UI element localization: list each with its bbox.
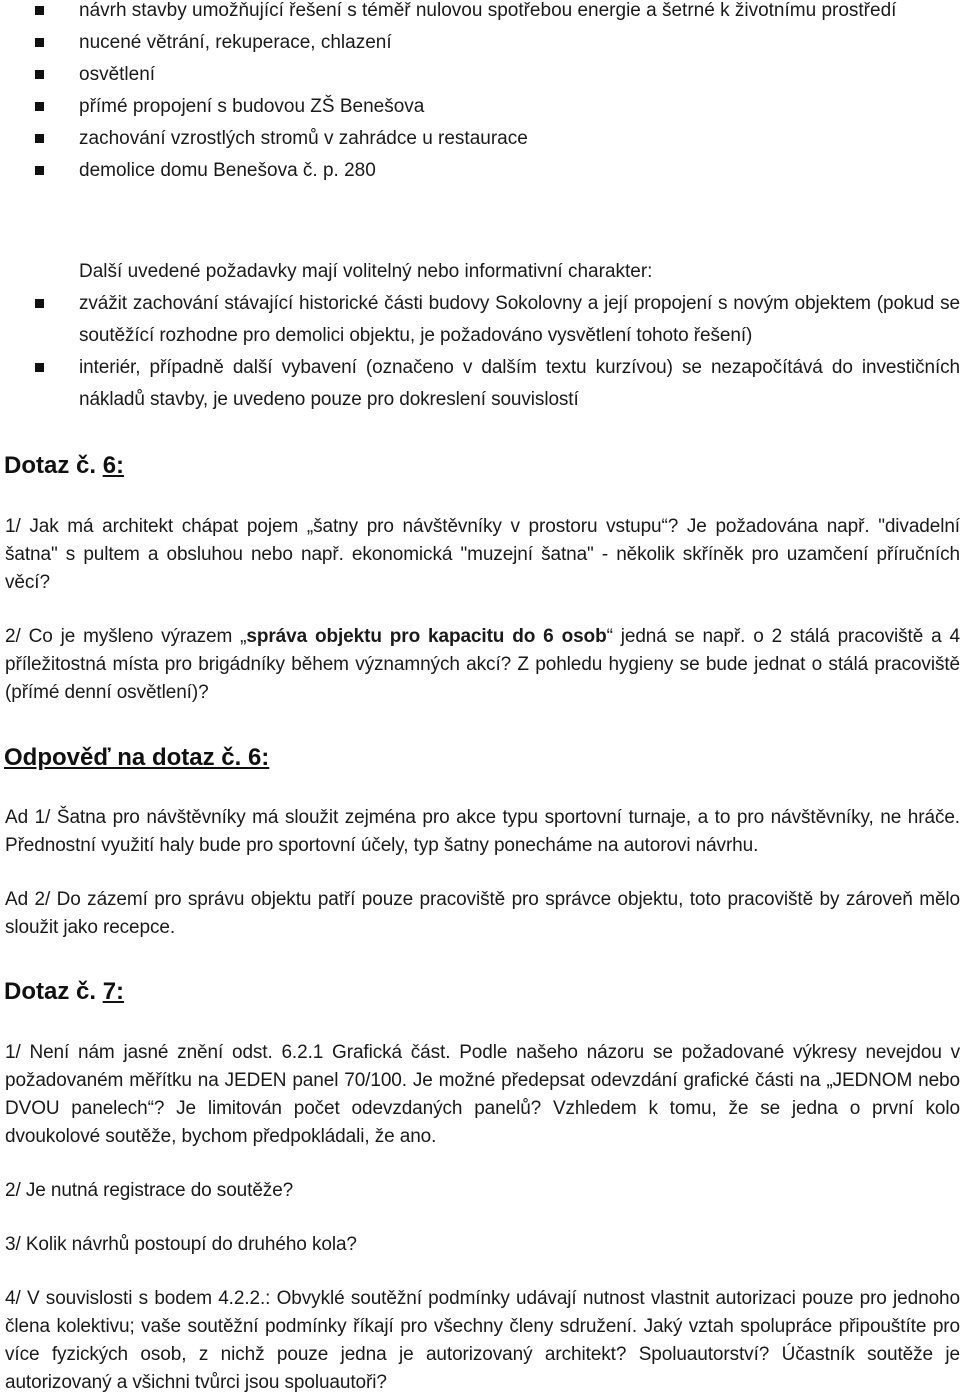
list-item — [0, 123, 960, 155]
question-6-body-2 — [0, 623, 960, 707]
question-bold-term: správa objektu pro kapacitu do 6 osob — [246, 626, 607, 647]
square-bullet-icon — [35, 166, 44, 175]
heading-prefix: Dotaz č. — [4, 978, 97, 1005]
question-7-heading — [0, 976, 960, 1008]
square-bullet-icon — [35, 6, 44, 15]
optional-list — [0, 288, 960, 416]
list-item-text: přímé propojení s budovou ZŠ Benešova — [79, 96, 425, 117]
optional-requirements-section — [0, 256, 960, 416]
question-7-4: 4/ V souvislosti s bodem 4.2.2.: Obvyklé soutěžní podmínky udávají nutnost vlastnit autorizaci pouze pro jednoho člena kolektivu; vaše soutěžní podmínky říkají pro všechny členy sdružení. Jaký vztah spolupráce připouštíte pro více fyzických osob, z nichž pouze jedna je autorizovaný architekt? Spoluautorství? Účastník soutěže je autorizovaný a všichni tvůrci jsou spoluautoři? — [5, 1288, 960, 1393]
question-text: “ jedná se např. o 2 stálá pracoviště a 4 příležitostná místa pro brigádníky během významných akcí? Z pohledu hygieny se bude jednat o stálá pracoviště (přímé denní osvětlení)? — [5, 626, 960, 703]
list-item — [0, 59, 960, 91]
list-item-text: nucené větrání, rekuperace, chlazení — [79, 32, 392, 53]
answer-6-body-2 — [0, 886, 960, 942]
question-7-body — [0, 1039, 960, 1151]
list-item — [0, 288, 960, 352]
square-bullet-icon — [35, 102, 44, 111]
question-6-2 — [0, 623, 960, 707]
answer-6-body — [0, 804, 960, 860]
list-item — [0, 155, 960, 187]
question-6-section — [0, 450, 960, 482]
list-item-text: zachování vzrostlých stromů v zahrádce u restaurace — [79, 128, 528, 149]
heading-number: 6: — [102, 452, 125, 479]
list-item-text: zvážit zachování stávající historické části budovy Sokolovny a její propojení s novým objektem (pokud se soutěžící rozhodne pro demolici objektu, je požadováno vysvětlení tohoto řešení) — [79, 293, 960, 346]
requirements-section — [0, 0, 960, 187]
question-6-1: 1/ Jak má architekt chápat pojem „šatny pro návštěvníky v prostoru vstupu“? Je požadována např. "divadelní šatna" s pultem a obsluhou nebo např. ekonomická "muzejní šatna" - několik skříněk pro uzamčení příručních věcí? — [5, 516, 960, 593]
square-bullet-icon — [35, 134, 44, 143]
square-bullet-icon — [35, 299, 44, 308]
question-7-section — [0, 976, 960, 1008]
answer-6-section — [0, 742, 960, 774]
heading-prefix: Dotaz č. — [4, 452, 97, 479]
question-text: 2/ Co je myšleno výrazem „ — [5, 626, 247, 647]
list-item — [0, 27, 960, 59]
question-7-3: 3/ Kolik návrhů postoupí do druhého kola? — [5, 1234, 357, 1255]
question-7-body-2 — [0, 1177, 960, 1205]
list-item — [0, 0, 960, 27]
list-item — [0, 352, 960, 416]
square-bullet-icon — [35, 38, 44, 47]
answer-6-1: Ad 1/ Šatna pro návštěvníky má sloužit zejména pro akce typu sportovní turnaje, a to pro návštěvníky, ne hráče. Přednostní využití haly bude pro sportovní účely, typ šatny ponecháme na autorovi návrhu. — [5, 807, 960, 856]
question-7-1: 1/ Není nám jasné znění odst. 6.2.1 Grafická část. Podle našeho názoru se požadované výkresy nevejdou v požadovaném měřítku na JEDEN panel 70/100. Je možné předepsat odevzdání grafické části na „JEDNOM nebo DVOU panelech“? Je limitován počet odevzdaných panelů? Vzhledem k tomu, že se jedna o první kolo dvoukolové soutěže, bychom předpokládali, že ano. — [5, 1042, 960, 1147]
list-item — [0, 91, 960, 123]
square-bullet-icon — [35, 363, 44, 372]
answer-6-2: Ad 2/ Do zázemí pro správu objektu patří pouze pracoviště pro správce objektu, toto pracoviště by zároveň mělo sloužit jako recepce. — [5, 889, 960, 938]
answer-6-heading: Odpověď na dotaz č. 6: — [4, 744, 270, 771]
list-item-text: demolice domu Benešova č. p. 280 — [79, 160, 376, 181]
list-item-text: osvětlení — [79, 64, 156, 85]
question-7-body-4 — [0, 1285, 960, 1397]
question-6-body — [0, 513, 960, 597]
list-item-text: interiér, případně další vybavení (označeno v dalším textu kurzívou) se nezapočítává do investičních nákladů stavby, je uvedeno pouze pro dokreslení souvislostí — [79, 357, 960, 410]
square-bullet-icon — [35, 70, 44, 79]
question-7-body-3 — [0, 1231, 960, 1259]
question-6-heading — [0, 450, 960, 482]
heading-number: 7: — [102, 978, 125, 1005]
question-7-2: 2/ Je nutná registrace do soutěže? — [5, 1180, 294, 1201]
optional-intro: Další uvedené požadavky mají volitelný nebo informativní charakter: — [79, 261, 653, 282]
list-item-text: návrh stavby umožňující řešení s téměř nulovou spotřebou energie a šetrné k životnímu prostředí — [79, 0, 897, 21]
requirements-list — [0, 0, 960, 187]
